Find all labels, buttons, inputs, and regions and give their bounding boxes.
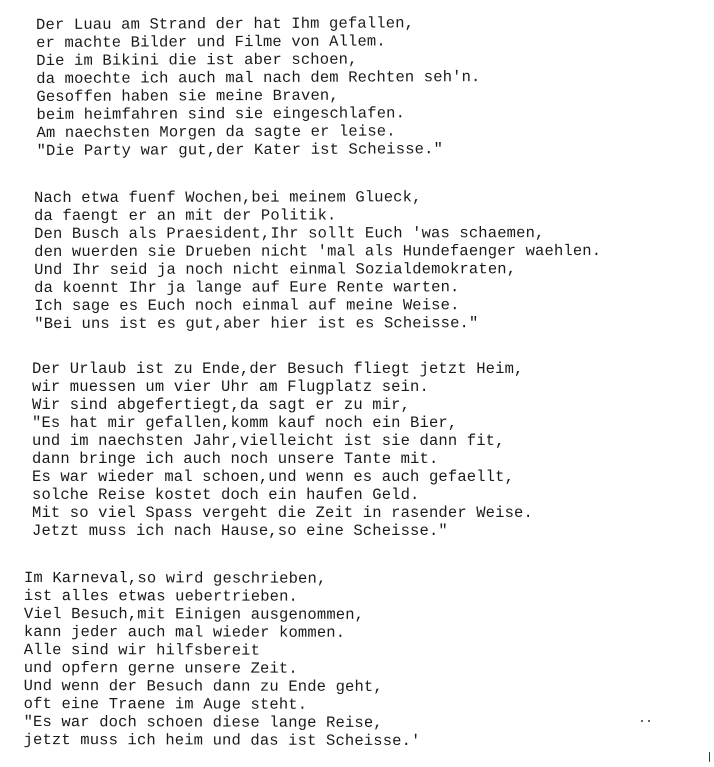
text-line: Der Urlaub ist zu Ende,der Besuch fliegt jetzt Heim, <box>32 360 524 378</box>
text-line: oft eine Traene im Auge steht. <box>23 694 308 714</box>
text-line: Alle sind wir hilfsbereit <box>23 640 261 660</box>
text-line: Viel Besuch,mit Einigen ausgenommen, <box>23 604 365 624</box>
text-line: den wuerden sie Drueben nicht 'mal als Hundefaenger waehlen. <box>34 242 602 261</box>
text-line: kann jeder auch mal wieder kommen. <box>23 622 346 642</box>
text-line: Und wenn der Besuch dann zu Ende geht, <box>23 676 383 696</box>
text-line: Wir sind abgefertiegt,da sagt er zu mir, <box>32 396 411 414</box>
text-line: Am naechsten Morgen da sagte er leise. <box>36 122 396 142</box>
text-line: "Die Party war gut,der Kater ist Scheisse." <box>36 140 444 160</box>
text-line: da faengt er an mit der Politik. <box>34 206 337 225</box>
text-line: "Es war doch schoen diese lange Reise, <box>23 712 383 732</box>
text-line: Nach etwa fuenf Wochen,bei meinem Glueck, <box>34 188 422 207</box>
text-line: und im naechsten Jahr,vielleicht ist sie dann fit, <box>32 432 505 450</box>
text-line: und opfern gerne unsere Zeit. <box>23 658 298 678</box>
text-line: Der Luau am Strand der hat Ihm gefallen, <box>36 14 415 34</box>
stanza-3 <box>32 360 533 540</box>
scan-speck <box>648 720 650 722</box>
stanza-1 <box>36 14 481 160</box>
text-line: jetzt muss ich heim und das ist Scheisse.' <box>23 730 421 751</box>
text-line: da moechte ich auch mal nach dem Rechten seh'n. <box>36 68 481 88</box>
text-line: "Bei uns ist es gut,aber hier ist es Scheisse." <box>34 314 479 333</box>
text-line: er machte Bilder und Filme von Allem. <box>36 32 386 52</box>
stanza-2 <box>34 188 601 333</box>
text-line: Und Ihr seid ja noch nicht einmal Sozialdemokraten, <box>34 260 517 279</box>
text-line: ist alles etwas uebertrieben. <box>23 586 299 606</box>
text-line: Den Busch als Praesident,Ihr sollt Euch 'was schaemen, <box>34 224 545 243</box>
text-line: Die im Bikini die ist aber schoen, <box>36 50 358 70</box>
text-line: solche Reise kostet doch ein haufen Geld. <box>32 486 420 504</box>
scan-speck <box>709 752 710 762</box>
text-line: "Es hat mir gefallen,komm kauf noch ein Bier, <box>32 414 458 432</box>
text-line: wir muessen um vier Uhr am Flugplatz sein. <box>32 378 429 396</box>
text-line: Im Karneval,so wird geschrieben, <box>23 569 327 588</box>
text-line: Mit so viel Spass vergeht die Zeit in rasender Weise. <box>32 504 533 522</box>
text-line: beim heimfahren sind sie eingeschlafen. <box>36 104 406 124</box>
stanza-4 <box>24 569 421 750</box>
text-line: Es war wieder mal schoen,und wenn es auch gefaellt, <box>32 468 515 486</box>
scan-speck <box>641 720 643 722</box>
text-line: dann bringe ich auch noch unsere Tante mit. <box>32 450 439 468</box>
text-line: Jetzt muss ich nach Hause,so eine Scheisse." <box>32 522 448 540</box>
text-line: da koennt Ihr ja lange auf Eure Rente warten. <box>34 278 460 297</box>
text-line: Ich sage es Euch noch einmal auf meine Weise. <box>34 296 460 315</box>
text-line: Gesoffen haben sie meine Braven, <box>36 86 339 106</box>
